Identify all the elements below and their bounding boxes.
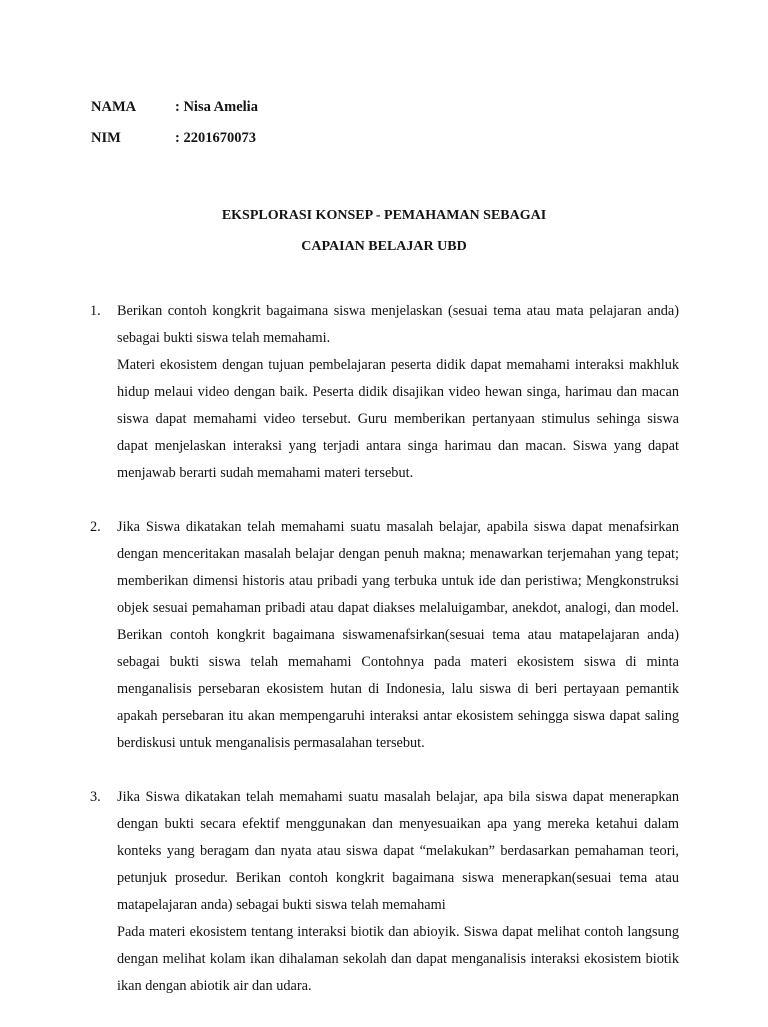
answer-text: Pada materi ekosistem tentang interaksi biotik dan abioyik. Siswa dapat melihat contoh langsung dengan melihat kolam ikan dihalaman sekolah dan dapat menganalisis interaksi ekosistem biotik ikan dengan abiotik air dan udara. (117, 924, 679, 994)
question-item-2 (90, 514, 680, 757)
title-line-2: CAPAIAN BELAJAR UBD (301, 239, 467, 254)
question-text: Berikan contoh kongkrit bagaimana siswa menjelaskan (sesuai tema atau mata pelajaran anda) sebagai bukti siswa telah memahami. (117, 303, 679, 346)
question-item-3 (90, 784, 680, 1000)
question-body (117, 514, 679, 757)
title-line-1: EKSPLORASI KONSEP - PEMAHAMAN SEBAGAI (221, 208, 547, 223)
nim-row (91, 123, 258, 154)
name-row (91, 92, 258, 123)
question-item-1 (90, 298, 680, 487)
question-number: 1. (90, 303, 101, 319)
name-label: NAMA (91, 99, 137, 115)
question-body (117, 298, 679, 487)
nim-value: : 2201670073 (175, 130, 256, 146)
question-list (90, 298, 680, 1027)
question-text: Jika Siswa dikatakan telah memahami suatu masalah belajar, apa bila siswa dapat menerapkan dengan bukti secara efektif menggunakan dan menyesuaikan apa yang mereka ketahui dalam konteks yang beragam dan nyata atau siswa dapat “melakukan” berdasarkan pemahaman teori, petunjuk prosedur. Berikan contoh kongkrit bagaimana siswa menerapkan(sesuai tema atau matapelajaran anda) sebagai bukti siswa telah memahami (117, 789, 679, 913)
question-number: 2. (90, 519, 101, 535)
name-value: : Nisa Amelia (175, 99, 258, 115)
nim-label: NIM (91, 130, 121, 146)
question-body (117, 784, 679, 1000)
question-text: Jika Siswa dikatakan telah memahami suatu masalah belajar, apabila siswa dapat menafsirkan dengan menceritakan masalah belajar dengan penuh makna; menawarkan terjemahan yang tepat; memberikan dimensi historis atau pribadi yang terbuka untuk ide dan peristiwa; Mengkonstruksi objek sesuai pemahaman pribadi atau dapat diakses melaluigambar, anekdot, analogi, dan model. Berikan contoh kongkrit bagaimana siswamenafsirkan(sesuai tema atau matapelajaran anda) sebagai bukti siswa telah memahami Contohnya pada materi ekosistem siswa di minta menganalisis persebaran ekosistem hutan di Indonesia, lalu siswa di beri pertayaan pemantik apakah persebaran itu akan mempengaruhi interaksi antar ekosistem sehingga siswa dapat saling berdiskusi untuk menganalisis permasalahan tersebut. (117, 519, 679, 751)
question-number: 3. (90, 789, 101, 805)
student-identity (91, 92, 258, 154)
answer-text: Materi ekosistem dengan tujuan pembelajaran peserta didik dapat memahami interaksi makhluk hidup melaui video dengan baik. Peserta didik disajikan video hewan singa, harimau dan macan siswa dapat memahami video tersebut. Guru memberikan pertanyaan stimulus sehinga siswa dapat menjelaskan interaksi yang terjadi antara singa harimau dan macan. Siswa yang dapat menjawab berarti sudah memahami materi tersebut. (117, 357, 679, 481)
document-title (0, 204, 768, 266)
